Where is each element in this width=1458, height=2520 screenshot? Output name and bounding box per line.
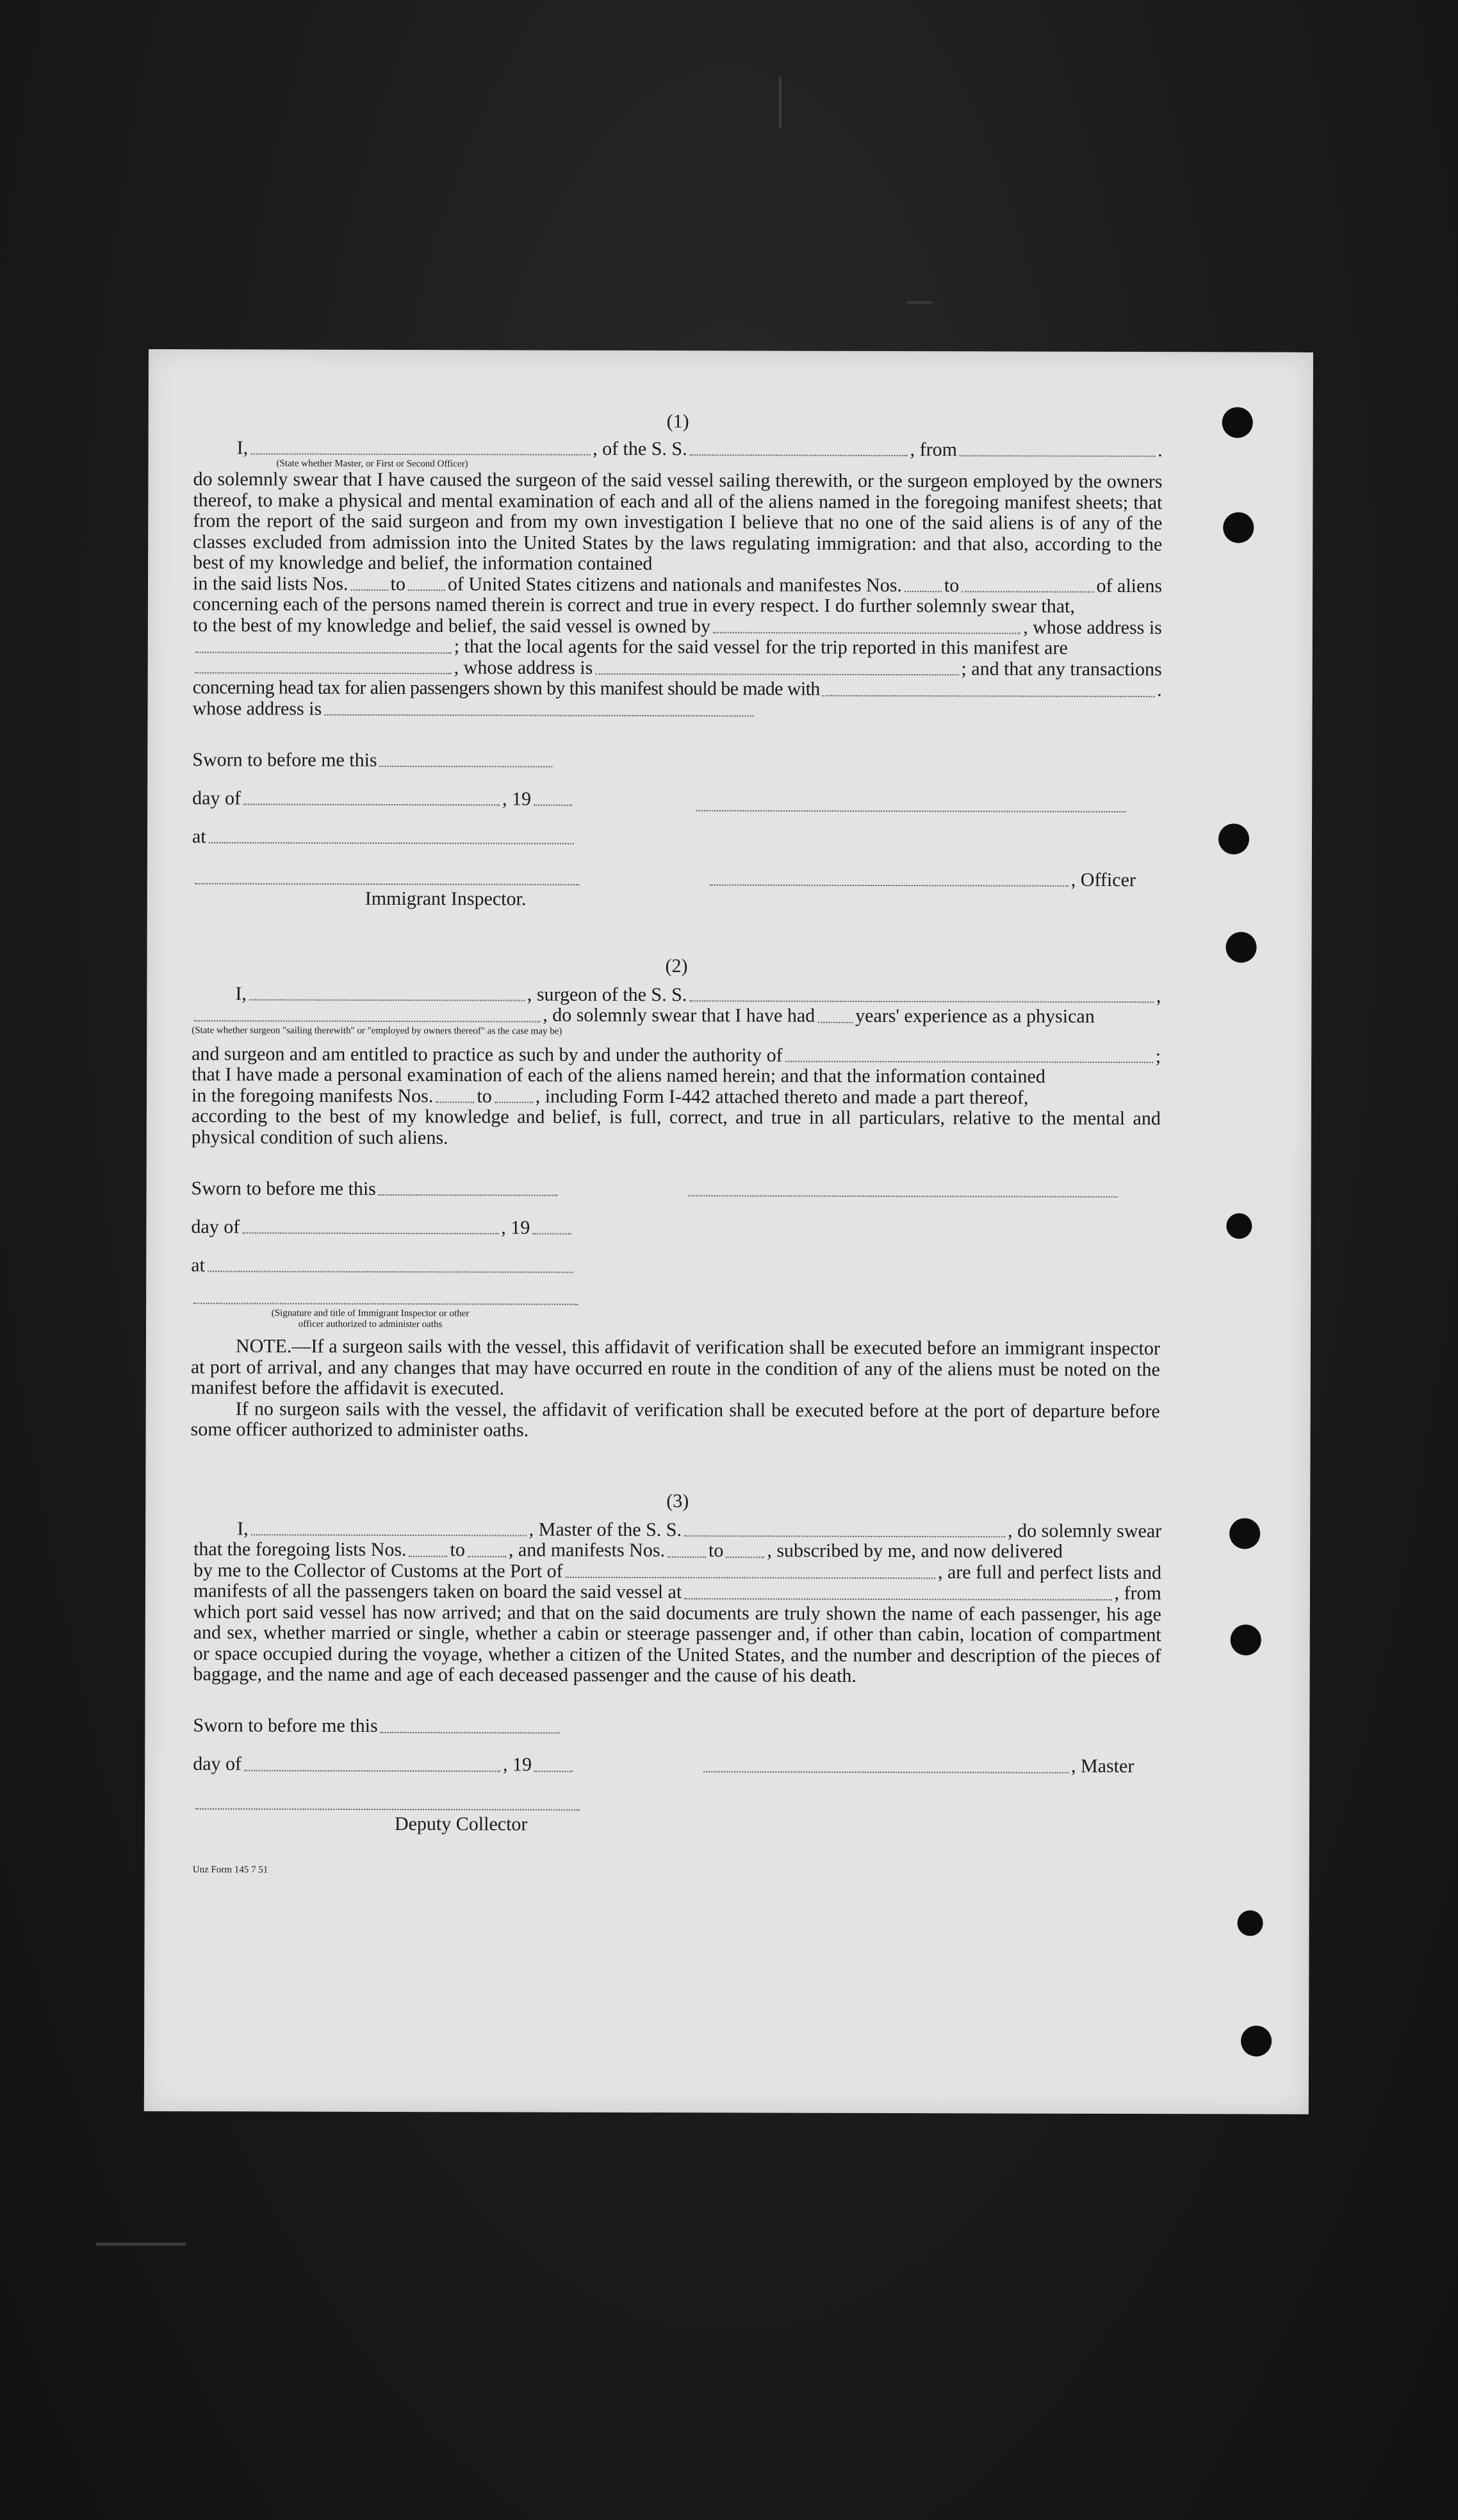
owner-field[interactable] bbox=[713, 631, 1020, 634]
field-caption: (State whether surgeon "sailing therewith" or "employed by owners thereof" as the case may be) bbox=[192, 1025, 562, 1037]
text: ; bbox=[1155, 1045, 1161, 1067]
section-number: (3) bbox=[666, 1490, 689, 1512]
oath-paragraph: concerning each of the persons named therein is correct and true in every respect. I do further solemnly swear that, bbox=[192, 593, 1075, 617]
form-id: Unz Form 145 7 51 bbox=[192, 1865, 268, 1875]
punch-hole bbox=[1218, 823, 1249, 854]
place-field[interactable] bbox=[209, 841, 574, 844]
text: at bbox=[191, 1254, 205, 1276]
section-number: (2) bbox=[665, 955, 688, 977]
oath-paragraph: do solemnly swear that I have caused the surgeon of the said vessel sailing therewith, or the surgeon employed by the owners thereof, to make a physical and mental examination of each and all of the aliens named in the foregoing manifest sheets; that from the report of the said surgeon and from my own investigation I believe that no one of the said aliens is of any of the classes excluded from admission into the United States by the laws regulating immigration: and that also, according to the best of my knowledge and belief, the information contained bbox=[193, 468, 1163, 575]
scan-artifact bbox=[96, 2243, 186, 2246]
text: , and manifests Nos. bbox=[508, 1539, 666, 1561]
port-line bbox=[193, 1560, 1161, 1583]
manifest-form-page bbox=[144, 349, 1313, 2114]
years-field[interactable] bbox=[817, 1021, 853, 1023]
text: to bbox=[709, 1540, 724, 1561]
text: and surgeon and am entitled to practice as such by and under the authority of bbox=[192, 1042, 783, 1066]
text: , from bbox=[1114, 1582, 1161, 1604]
list-field[interactable] bbox=[408, 589, 445, 591]
text: in the foregoing manifests Nos. bbox=[191, 1084, 434, 1107]
vessel-field[interactable] bbox=[689, 1000, 1154, 1003]
manifest-field[interactable] bbox=[905, 590, 942, 592]
text: day of bbox=[192, 787, 242, 809]
text: , Master bbox=[1070, 1755, 1134, 1777]
text: Sworn to before me this bbox=[191, 1177, 376, 1199]
sworn-line bbox=[192, 1160, 1161, 1201]
month-field[interactable] bbox=[243, 803, 500, 805]
officer-signature-field[interactable] bbox=[710, 884, 1069, 886]
oath-paragraph: according to the best of my knowledge and belief, is full, correct, and true in all particulars, relative to the mental and physical condition of such aliens. bbox=[191, 1105, 1161, 1148]
section-number: (1) bbox=[666, 411, 689, 432]
punch-hole bbox=[1229, 1518, 1260, 1549]
text: , from bbox=[910, 438, 957, 460]
text: of aliens bbox=[1096, 575, 1163, 597]
address-field[interactable] bbox=[324, 714, 753, 717]
date-field[interactable] bbox=[380, 765, 553, 768]
text: , do solemnly swear that I have had bbox=[543, 1004, 815, 1026]
text: concerning head tax for alien passengers shown by this manifest should be made with bbox=[192, 677, 820, 700]
oath-paragraph: which port said vessel has now arrived; and that on the said documents are truly shown the name of each passenger, his age and sex, whether married or single, whether a cabin or steerage passenger and, if other than cabin, location of compartment or space occupied during the voyage, whether a citizen of the United States, and the number and description of the pieces of baggage, and the name and age of each deceased passenger and the cause of his death. bbox=[193, 1601, 1161, 1686]
punch-hole bbox=[1226, 1213, 1252, 1239]
manifest-field[interactable] bbox=[495, 1101, 533, 1103]
text: , 19 bbox=[502, 787, 532, 810]
text: officer authorized to administer oaths bbox=[298, 1319, 443, 1330]
name-field[interactable] bbox=[251, 1533, 527, 1536]
capacity-field[interactable] bbox=[194, 1019, 540, 1022]
text: by me to the Collector of Customs at the Port of bbox=[193, 1559, 563, 1582]
lists-line bbox=[193, 573, 1162, 597]
text: , Master of the S. S. bbox=[528, 1519, 682, 1540]
port-field[interactable] bbox=[566, 1576, 935, 1579]
text: . bbox=[1158, 439, 1163, 461]
punch-hole bbox=[1223, 512, 1254, 543]
text: to the best of my knowledge and belief, the said vessel is owned by bbox=[192, 614, 711, 637]
scan-artifact bbox=[907, 301, 933, 304]
address-field[interactable] bbox=[595, 673, 958, 675]
agents-line bbox=[193, 636, 1162, 659]
year-field[interactable] bbox=[534, 804, 572, 806]
embark-line bbox=[193, 1581, 1161, 1604]
oath-paragraph: that I have made a personal examination of each of the aliens named herein; and that the information contained bbox=[191, 1064, 1045, 1087]
text: , including Form I-442 attached thereto and made a part thereof, bbox=[535, 1085, 1029, 1108]
vessel-field[interactable] bbox=[684, 1535, 1005, 1537]
text: , bbox=[1156, 985, 1161, 1007]
text: , 19 bbox=[502, 1754, 532, 1775]
authority-line bbox=[192, 1044, 1161, 1067]
text: ; that the local agents for the said vessel for the trip reported in this manifest are bbox=[454, 636, 1068, 659]
scan-artifact bbox=[779, 77, 782, 128]
day-line bbox=[192, 770, 1161, 811]
text: of United States citizens and nationals and manifestes Nos. bbox=[447, 573, 902, 596]
text: , whose address is bbox=[1023, 616, 1162, 638]
year-field[interactable] bbox=[532, 1233, 571, 1235]
text: in the said lists Nos. bbox=[193, 572, 348, 595]
experience-line bbox=[192, 1004, 1161, 1027]
inspector-signature-field[interactable] bbox=[193, 1302, 578, 1305]
text: ; and that any transactions bbox=[961, 657, 1162, 680]
month-field[interactable] bbox=[244, 1769, 500, 1772]
text: (Signature and title of Immigrant Inspector or other bbox=[271, 1308, 470, 1319]
sworn-line bbox=[193, 1698, 1161, 1739]
agent-field[interactable] bbox=[195, 671, 452, 674]
year-field[interactable] bbox=[534, 1770, 573, 1772]
month-field[interactable] bbox=[242, 1231, 498, 1234]
name-field[interactable] bbox=[249, 998, 525, 1001]
manifest-field[interactable] bbox=[726, 1556, 764, 1558]
collector-signature-line bbox=[193, 1775, 1161, 1816]
note-paragraph: If no surgeon sails with the vessel, the affidavit of verification shall be executed before at the port of departure before some officer authorized to administer oaths. bbox=[190, 1397, 1160, 1441]
text: I, bbox=[237, 1517, 249, 1539]
note-paragraph: NOTE.—If a surgeon sails with the vessel, this affidavit of verification shall be executed before an immigrant inspector at port of arrival, and any changes that may have occurred en route in the condition of any of the aliens must be noted on the manifest before the affidavit is executed. bbox=[190, 1335, 1160, 1399]
text: to bbox=[944, 574, 960, 596]
text: to bbox=[390, 573, 405, 595]
text: , Officer bbox=[1070, 869, 1136, 891]
inspector-signature-field[interactable] bbox=[195, 882, 579, 885]
owner-line bbox=[193, 615, 1162, 638]
list-field[interactable] bbox=[409, 1555, 448, 1557]
name-field[interactable] bbox=[250, 452, 590, 455]
place-field[interactable] bbox=[208, 1270, 573, 1272]
text: to bbox=[450, 1539, 465, 1561]
list-field[interactable] bbox=[468, 1555, 506, 1557]
text: that the foregoing lists Nos. bbox=[193, 1538, 407, 1561]
port-field[interactable] bbox=[960, 454, 1155, 457]
section-1 bbox=[192, 410, 1163, 911]
text: , surgeon of the S. S. bbox=[527, 984, 687, 1005]
whose-line bbox=[192, 698, 1161, 721]
text: , 19 bbox=[501, 1216, 530, 1239]
day-line bbox=[191, 1199, 1160, 1240]
at-line bbox=[192, 809, 1161, 850]
field-caption: (State whether Master, or First or Second Officer) bbox=[276, 458, 468, 470]
text: I, bbox=[236, 436, 249, 458]
text: , whose address is bbox=[454, 656, 593, 679]
officer-line bbox=[192, 847, 1161, 891]
master-signature-field[interactable] bbox=[703, 1770, 1069, 1773]
deputy-collector-title: Deputy Collector bbox=[394, 1813, 528, 1835]
date-field[interactable] bbox=[381, 1731, 560, 1733]
sworn-line bbox=[192, 732, 1161, 773]
embark-field[interactable] bbox=[684, 1597, 1111, 1601]
text: . bbox=[1157, 679, 1162, 701]
text: day of bbox=[191, 1215, 240, 1237]
at-line bbox=[191, 1237, 1160, 1278]
punch-hole bbox=[1225, 932, 1256, 962]
text: whose address is bbox=[192, 697, 322, 720]
manifests-line bbox=[192, 1085, 1161, 1108]
text: to bbox=[477, 1085, 492, 1107]
date-field[interactable] bbox=[379, 1194, 558, 1196]
oath-line bbox=[193, 438, 1163, 461]
master-line bbox=[193, 1519, 1161, 1542]
punch-hole bbox=[1231, 1624, 1261, 1655]
tax-line bbox=[193, 677, 1162, 700]
surgeon-line bbox=[192, 984, 1161, 1007]
text: , of the S. S. bbox=[593, 438, 687, 459]
text: I, bbox=[235, 982, 247, 1004]
text: , do solemnly swear bbox=[1008, 1520, 1162, 1542]
manifest-field[interactable] bbox=[436, 1101, 474, 1103]
text: manifests of all the passengers taken on board the said vessel at bbox=[193, 1580, 682, 1603]
punch-hole bbox=[1241, 2025, 1272, 2056]
tax-field[interactable] bbox=[823, 694, 1154, 696]
address-field[interactable] bbox=[195, 651, 452, 654]
list-field[interactable] bbox=[351, 589, 388, 591]
text: Sworn to before me this bbox=[193, 1715, 378, 1736]
vessel-field[interactable] bbox=[690, 454, 908, 456]
address-line bbox=[193, 657, 1162, 680]
authority-field[interactable] bbox=[785, 1060, 1153, 1064]
punch-hole bbox=[1222, 407, 1253, 438]
surgeon-signature-field[interactable] bbox=[689, 1194, 1118, 1198]
manifest-field[interactable] bbox=[962, 590, 1094, 593]
section-2 bbox=[191, 955, 1161, 1442]
inspector-signature-line bbox=[191, 1276, 1160, 1310]
section-3 bbox=[193, 1490, 1162, 1882]
text: at bbox=[192, 825, 206, 847]
punch-hole bbox=[1238, 1910, 1263, 1936]
inspector-title: Immigrant Inspector. bbox=[364, 887, 527, 910]
day-line bbox=[193, 1736, 1161, 1777]
text: Sworn to before me this bbox=[192, 748, 377, 771]
text: , subscribed by me, and now delivered bbox=[767, 1540, 1063, 1562]
collector-signature-field[interactable] bbox=[195, 1808, 580, 1811]
signature-caption bbox=[191, 1308, 550, 1330]
text: years' experience as a physican bbox=[855, 1005, 1095, 1027]
lists-line bbox=[193, 1539, 1161, 1562]
manifest-field[interactable] bbox=[668, 1556, 706, 1558]
text: , are full and perfect lists and bbox=[937, 1561, 1162, 1583]
text: day of bbox=[193, 1753, 242, 1775]
